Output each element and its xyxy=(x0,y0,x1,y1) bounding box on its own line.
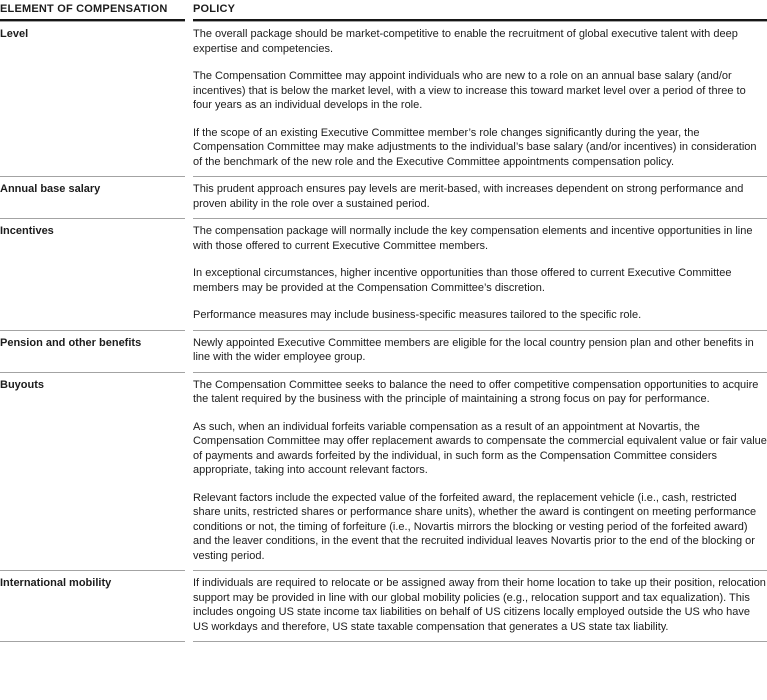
policy-paragraph: The compensation package will normally include the key compensation elements and incentive opportunities in line with those offered to current Executive Committee members. xyxy=(193,225,753,252)
table-row-incentives xyxy=(0,218,767,330)
table-header-row xyxy=(0,0,767,21)
element-label: Incentives xyxy=(0,218,185,330)
bottom-rule-left xyxy=(0,641,185,642)
policy-paragraph: Relevant factors include the expected value of the forfeited award, the replacement vehicle (i.e., cash, restricted share units, restricted shares or performance share units), whether the award is contingent on meeting performance conditions or not, the timing of forfeiture (i.e., Novartis mirrors the blocking or vesting period of the forfeited award) and the leaver conditions, in the event that the recruited individual leaves Novartis prior to the end of the blocking or vesting period. xyxy=(193,491,757,562)
policy-paragraph: In exceptional circumstances, higher incentive opportunities than those offered to current Executive Committee members may be provided at the Compensation Committee’s discretion. xyxy=(193,267,732,294)
policy-paragraph: As such, when an individual forfeits variable compensation as a result of an appointment at Novartis, the Compensation Committee may offer replacement awards to compensate the commercial equivalent value or fair value of payments and awards forfeited by the individual, in such form as the Compensation Committee considers appropriate, taking into account relevant factors. xyxy=(193,420,767,476)
policy-cell xyxy=(193,218,767,330)
table-row-annual-base-salary xyxy=(0,176,767,218)
policy-cell xyxy=(193,21,767,176)
policy-cell xyxy=(193,176,767,218)
element-label: Buyouts xyxy=(0,372,185,571)
policy-paragraph: If individuals are required to relocate or be assigned away from their home location to take up their position, relocation support may be provided in line with our global mobility policies (e.g., relocation support and tax equalization). This includes ongoing US state income tax liabilities on behalf of US citizens locally employed outside the US who have US workdays and therefore, US state taxable compensation that generates a US state tax liability. xyxy=(193,577,766,633)
element-label: Annual base salary xyxy=(0,176,185,218)
policy-paragraph: The Compensation Committee seeks to balance the need to offer competitive compensation opportunities to acquire the talent required by the business with the principle of maintaining a strong focus on pay for performance. xyxy=(193,378,759,405)
table-row-level xyxy=(0,21,767,176)
header-policy: POLICY xyxy=(193,0,767,21)
policy-cell xyxy=(193,570,767,641)
policy-paragraph: If the scope of an existing Executive Committee member’s role changes significantly during the year, the Compensation Committee may make adjustments to the individual’s base salary (and/or incentives) in consideration of the benchmark of the new role and the Executive Committee appointments compensation policy. xyxy=(193,126,757,168)
element-label: International mobility xyxy=(0,570,185,641)
policy-paragraph: The Compensation Committee may appoint individuals who are new to a role on an annual base salary (and/or incentives) that is below the market level, with a view to increase this toward market level over a period of three to four years as an individual develops in the role. xyxy=(193,70,746,111)
policy-cell xyxy=(193,330,767,372)
policy-paragraph: The overall package should be market-competitive to enable the recruitment of global executive talent with deep expertise and competencies. xyxy=(193,28,738,55)
element-label: Pension and other benefits xyxy=(0,330,185,372)
table-row-international-mobility xyxy=(0,570,767,641)
bottom-rule-right xyxy=(193,641,767,642)
policy-paragraph: Performance measures may include business-specific measures tailored to the specific role. xyxy=(193,309,642,321)
header-element-of-compensation: ELEMENT OF COMPENSATION xyxy=(0,0,185,21)
policy-cell xyxy=(193,372,767,571)
table-bottom-rule xyxy=(0,641,767,642)
element-label: Level xyxy=(0,21,185,176)
policy-paragraph: Newly appointed Executive Committee members are eligible for the local country pension plan and other benefits in line with the wider employee group. xyxy=(193,336,754,363)
table-row-buyouts xyxy=(0,372,767,571)
table-row-pension-and-other-benefits xyxy=(0,330,767,372)
policy-paragraph: This prudent approach ensures pay levels are merit-based, with increases dependent on strong performance and proven ability in the role over a sustained period. xyxy=(193,183,744,210)
